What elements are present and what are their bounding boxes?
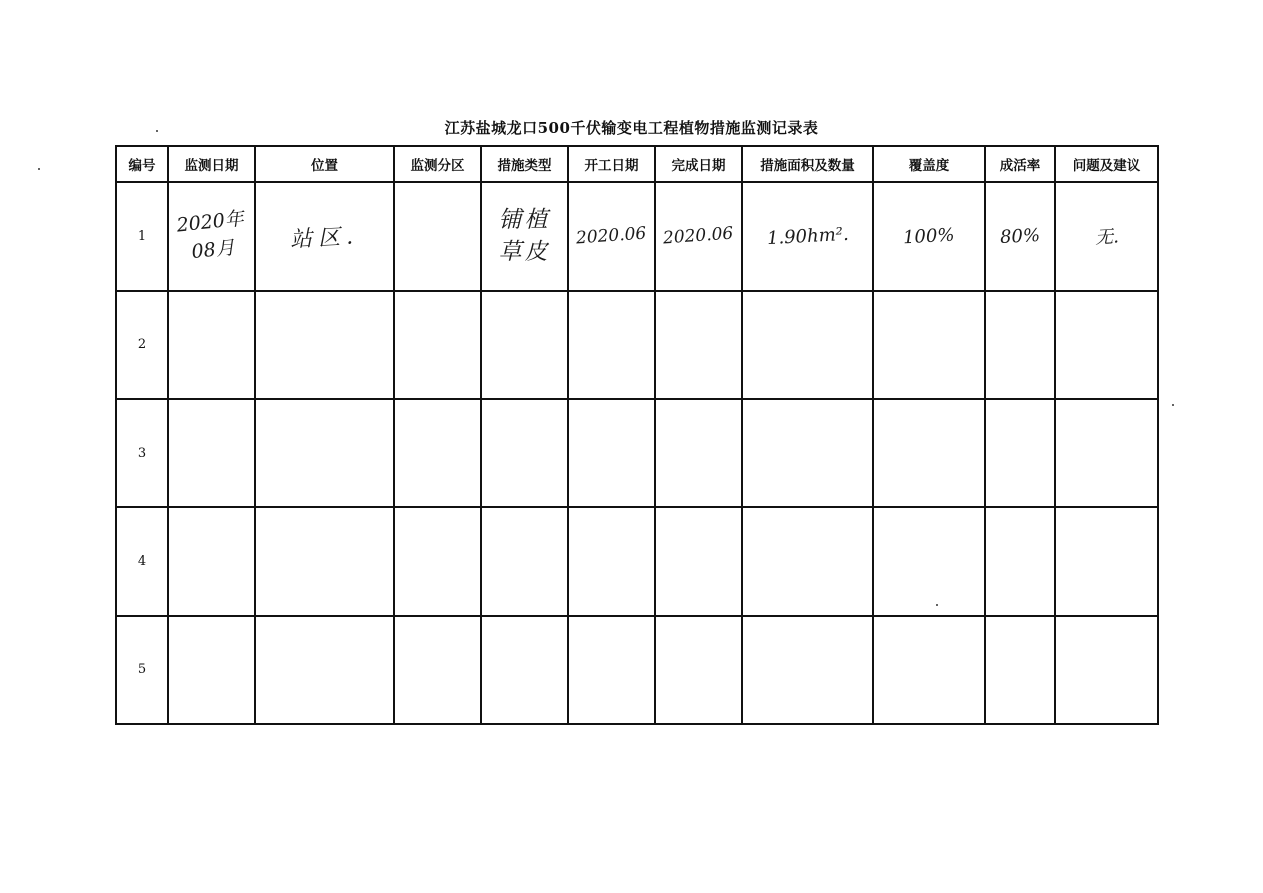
handwritten-date <box>175 205 248 268</box>
table-row <box>116 507 1158 615</box>
header-survival-rate: 成活率 <box>985 146 1055 182</box>
handwritten-coverage: 100% <box>902 224 956 249</box>
row-number: 5 <box>116 616 168 724</box>
empty-cell <box>568 616 655 724</box>
location-cell <box>255 182 394 290</box>
empty-cell <box>1055 399 1158 507</box>
measure-type-cell <box>481 182 568 290</box>
handwritten-measure-type <box>499 204 551 268</box>
scan-speck <box>38 168 40 170</box>
empty-cell <box>568 507 655 615</box>
header-area-quantity: 措施面积及数量 <box>742 146 873 182</box>
issues-cell <box>1055 182 1158 290</box>
empty-cell <box>655 616 742 724</box>
scan-speck <box>156 130 158 132</box>
monitoring-record-table <box>115 145 1159 725</box>
header-monitor-date: 监测日期 <box>168 146 255 182</box>
row-number: 1 <box>116 182 168 290</box>
empty-cell <box>873 507 985 615</box>
empty-cell <box>873 399 985 507</box>
empty-cell <box>168 291 255 399</box>
empty-cell <box>394 616 481 724</box>
type-line-1: 铺植 <box>498 207 551 234</box>
header-coverage: 覆盖度 <box>873 146 985 182</box>
page-title: 江苏盐城龙口500千伏输变电工程植物措施监测记录表 <box>444 119 819 137</box>
empty-cell <box>168 507 255 615</box>
empty-cell <box>394 507 481 615</box>
empty-cell <box>655 399 742 507</box>
empty-cell <box>481 507 568 615</box>
handwritten-finish-date: 2020.06 <box>662 223 735 249</box>
header-start-date: 开工日期 <box>568 146 655 182</box>
empty-cell <box>742 616 873 724</box>
start-date-cell <box>568 182 655 290</box>
table-row <box>116 182 1158 290</box>
handwritten-area: 1.90hm². <box>766 223 849 249</box>
empty-cell <box>255 507 394 615</box>
empty-cell <box>394 291 481 399</box>
table-row <box>116 399 1158 507</box>
row-number: 2 <box>116 291 168 399</box>
empty-cell <box>985 507 1055 615</box>
date-year: 2020年 <box>175 207 245 237</box>
empty-cell <box>985 616 1055 724</box>
scan-speck <box>936 604 938 606</box>
empty-cell <box>394 399 481 507</box>
empty-cell <box>742 507 873 615</box>
handwritten-start-date: 2020.06 <box>575 223 648 249</box>
empty-cell <box>985 291 1055 399</box>
area-cell <box>742 182 873 290</box>
monitor-zone-cell <box>394 182 481 290</box>
table-header-row <box>116 146 1158 182</box>
empty-cell <box>168 399 255 507</box>
empty-cell <box>1055 616 1158 724</box>
header-monitor-zone: 监测分区 <box>394 146 481 182</box>
table-row <box>116 616 1158 724</box>
handwritten-survival: 80% <box>999 224 1041 248</box>
empty-cell <box>742 399 873 507</box>
header-finish-date: 完成日期 <box>655 146 742 182</box>
empty-cell <box>481 399 568 507</box>
empty-cell <box>985 399 1055 507</box>
empty-cell <box>255 616 394 724</box>
finish-date-cell <box>655 182 742 290</box>
coverage-cell <box>873 182 985 290</box>
empty-cell <box>255 399 394 507</box>
survival-cell <box>985 182 1055 290</box>
empty-cell <box>655 291 742 399</box>
scan-speck <box>1172 404 1174 406</box>
handwritten-location: 站区. <box>289 224 360 253</box>
empty-cell <box>481 291 568 399</box>
empty-cell <box>255 291 394 399</box>
monitor-date-cell <box>168 182 255 290</box>
empty-cell <box>481 616 568 724</box>
empty-cell <box>742 291 873 399</box>
empty-cell <box>655 507 742 615</box>
row-number: 4 <box>116 507 168 615</box>
row-number: 3 <box>116 399 168 507</box>
empty-cell <box>568 399 655 507</box>
empty-cell <box>168 616 255 724</box>
date-month: 08月 <box>190 237 236 264</box>
empty-cell <box>873 291 985 399</box>
table-row <box>116 291 1158 399</box>
header-measure-type: 措施类型 <box>481 146 568 182</box>
header-issues-suggestions: 问题及建议 <box>1055 146 1158 182</box>
empty-cell <box>1055 507 1158 615</box>
type-line-2: 草皮 <box>498 239 551 266</box>
empty-cell <box>873 616 985 724</box>
header-location: 位置 <box>255 146 394 182</box>
handwritten-issues: 无. <box>1094 226 1119 249</box>
empty-cell <box>1055 291 1158 399</box>
header-number: 编号 <box>116 146 168 182</box>
empty-cell <box>568 291 655 399</box>
